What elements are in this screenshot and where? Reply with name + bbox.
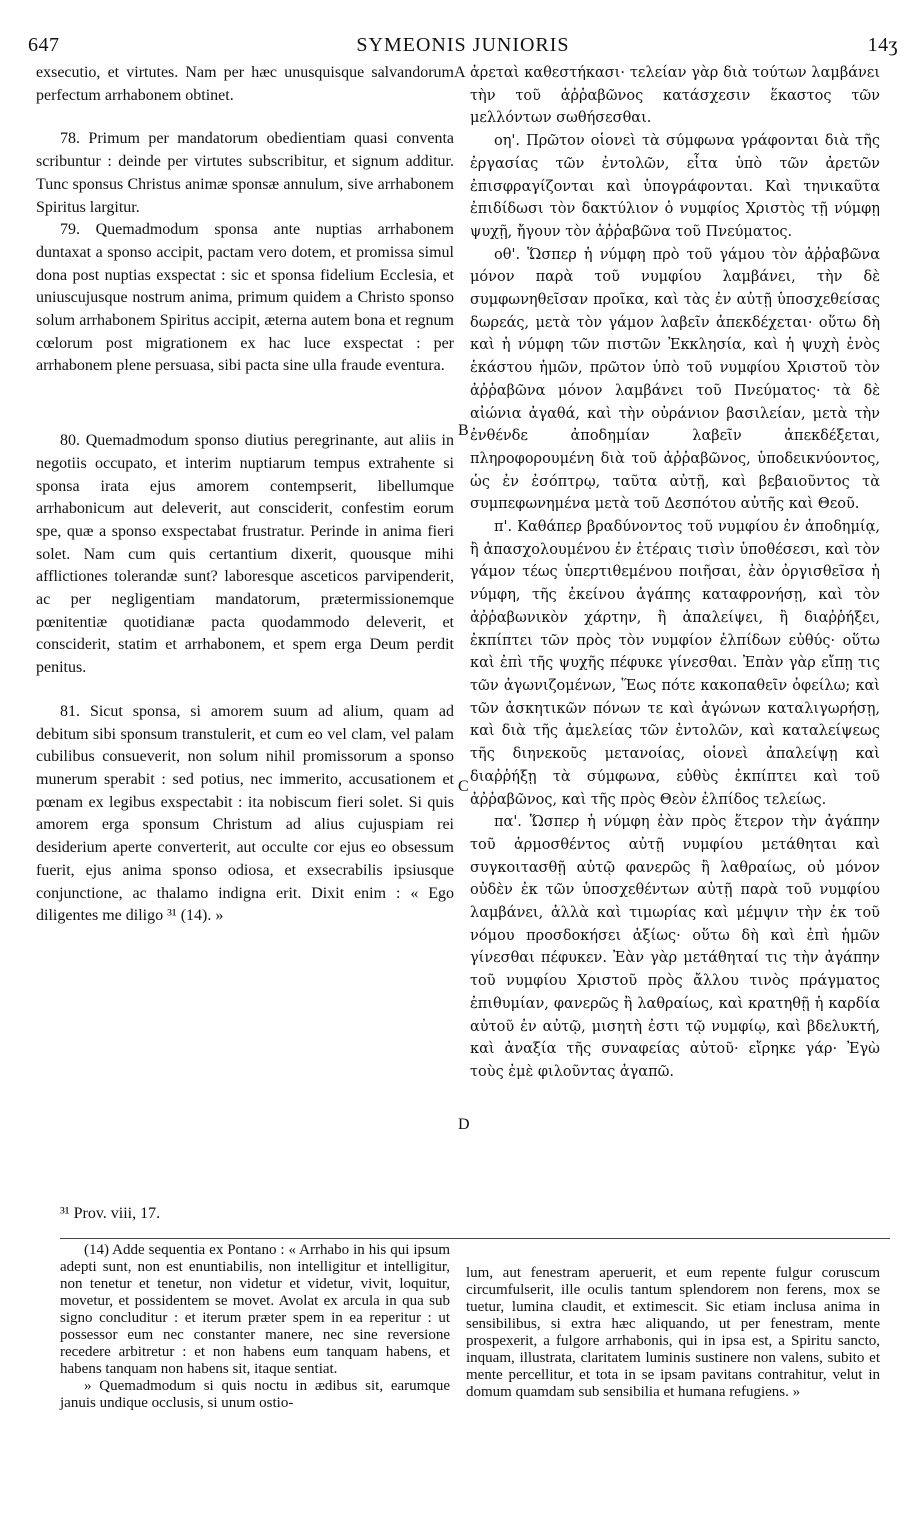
margin-marker-b: B: [458, 422, 469, 439]
page-header: [28, 34, 898, 62]
note-paragraph: (14) Adde sequentia ex Pontano : « Arrhabo in his qui ipsum adepti sunt, non est enuntiabilis, non intelligitur et intelligitur, non tenetur et tenetur, non videtur et videtur, vivit, loquitur, movetur, et possidentem se movet. Avolat ex arcula in qua sub signo concluditur : et iterum præter spem in ea reperitur : ut possessor eum nec constanter manere, nec sine reversione recedere arbitretur : et non habens eum tanquam habens, et habens tanquam non habens sit, itaque sentiat.: [60, 1242, 450, 1377]
note-paragraph: » Quemadmodum si quis noctu in ædibus sit, earumque januis undique occlusis, si unum ostio-: [60, 1378, 450, 1411]
latin-paragraph-80: 80. Quemadmodum sponso diutius peregrinante, aut aliis in negotiis occupato, et interim nuptiarum tempus extrahente si sponsa irata ejus amorem contempserit, libellumque arrhabonicum aut deleverit, aut consciderit, confestim eorum spe, quæ a sponso exspectabat frustratur. Perinde in anima fieri solet. Nam cum quis certantium dixerit, quousque mihi afflictiones tolerandæ sunt? laboresque asceticos parvipenderit, ac per negligentiam mandatorum, prætermissionemque pœnitentiæ quotidianæ pacta quodammodo deleverit, et consciderit, statim et arrhabonem, et spem erga Deum perdit penitus.: [36, 432, 454, 677]
latin-paragraph-79: 79. Quemadmodum sponsa ante nuptias arrhabonem duntaxat a sponso accipit, pactam vero dotem, et promissa simul dona post nuptias exspectat : sic et sponsa fidelium Ecclesia, et uniuscujusque nostrum anima, primum quidem a Christo sponso solum arrhabonem Spiritus accipit, æterna autem bona et regnum cœlorum post migrationem ex hac luce exspectat : per arrhabonem plene persuasa, sibi pacta sine ulla fraude eventura.: [36, 221, 454, 375]
note-right-column: [466, 1265, 880, 1401]
margin-marker-c: C: [458, 778, 469, 795]
margin-marker-d: D: [458, 1116, 470, 1133]
latin-paragraph-78: 78. Primum per mandatorum obedientiam quasi conventa scribuntur : deinde per virtutes subscribitur, et signum additur. Tunc sponsus Christus animæ sponsæ annulum, sive arrhabonem Spiritus largitur.: [36, 130, 454, 216]
latin-paragraph-81: 81. Sicut sponsa, si amorem suum ad alium, quam ad debitum sibi sponsum transtulerit, et cum eo vel clam, vel palam cubilibus consueverit, non solum nihil promissorum a sponso munerum sperabit : sed potius, nec immerito, accusationem et pœnam ex legibus exspectabit : ita nobiscum fieri solet. Si quis amorem erga sponsum Christum ad alius cujuspiam rei desiderium aperte converterit, aut occulte cor ejus eo obsessum fuerit, ejus anima sponso odiosa, et exsecrabilis ipsiusque conjunctione, ac thalamo indigna erit. Dixit enim : « Ego diligentes me diligo ³¹ (14). »: [36, 702, 454, 925]
latin-column: [36, 62, 454, 928]
greek-paragraph-80: π'. Καθάπερ βραδύνοντος τοῦ νυμφίου ἐν ἀποδημίᾳ, ἢ ἀπασχολουμένου ἐν ἑτέραις τισὶν ὑποθέσεσι, καὶ τὸν γάμον τέως ὑπερτιθεμένου ποιῆσαι, ἐὰν ὀργισθεῖσα ἡ νύμφη, τῆς ἐκείνου ἀγάπης καταφρονήσῃ, καὶ τὸν ἀῤῥαβωνικὸν χάρτην, ἢ ἀπαλείψει, ἢ διαῤῥήξει, ἐκπίπτει τῶν πρὸς τὸν νυμφίον ἐλπίδων εὐθύς· οὕτω καὶ ἐπὶ τῆς ψυχῆς πέφυκε γίνεσθαι. Ἐπὰν γὰρ εἴπῃ τις τῶν ἀγωνιζομένων, Ἕως πότε κακοπαθεῖν ὀφείλω; καὶ τῶν ἀσκητικῶν πόνων τε καὶ ἀγώνων καταλιγωρήσῃ, καὶ διὰ τῆς ἀμελείας τῶν ἐντολῶν, καὶ καταλείψεως τῆς διηνεκοῦς μετανοίας, οἱονεὶ ἀπαλείψῃ καὶ διαῤῥήξῃ τὰ σύμφωνα, εὐθὺς ἐκπίπτει καὶ τοῦ ἀῤῥαβῶνος, καὶ τῆς πρὸς Θεὸν ἐλπίδος τελείως.: [470, 519, 880, 808]
greek-paragraph-81: πα'. Ὥσπερ ἡ νύμφη ἐὰν πρὸς ἕτερον τὴν ἀγάπην τοῦ ἁρμοσθέντος αὐτῇ νυμφίου μετάθηται καὶ συγκοιτασθῇ αὐτῷ φανερῶς ἢ λαθραίως, οὐ μόνον οὐδὲν ἐκ τῶν ὑποσχεθέντων αὐτῇ παρὰ τοῦ νυμφίου λαμβάνει, ἀλλὰ καὶ τιμωρίας καὶ μέμψιν τὴν ἐκ τοῦ νόμου προσδοκήσει ἀξίως· οὕτω δὴ καὶ ἐπὶ ἡμῶν γίνεσθαι πέφυκεν. Ἐὰν γὰρ μετάθηταί τις τὴν ἀγάπην τοῦ νυμφίου Χριστοῦ πρὸς ἄλλου τινὸς πράγματος ἐπιθυμίαν, φανερῶς ἢ λαθραίως, καὶ κρατηθῇ ἡ καρδία αὐτοῦ ἐν αὐτῷ, μισητὴ ἐστι τῷ νυμφίῳ, καὶ βδελυκτή, καὶ ἀναξία τῆς συναφείας αὐτοῦ· εἴρηκε γάρ· Ἐγὼ τοὺς ἐμὲ φιλοῦντας ἀγαπῶ.: [470, 814, 880, 1080]
greek-paragraph-78: οη'. Πρῶτον οἱονεὶ τὰ σύμφωνα γράφονται διὰ τῆς ἐργασίας τῶν ἐντολῶν, εἶτα ὑπὸ τῶν ἀρετῶν ἐπισφραγίζονται καὶ ὑπογράφονται. Καὶ τηνικαῦτα ἐπιδίδωσι τὸν δακτύλιον ὁ νυμφίος Χριστὸς τῇ νύμφῃ ψυχῇ, ἤγουν τὸν ἀῤῥαβῶνα τοῦ Πνεύματος.: [470, 133, 880, 240]
note-left-column: [60, 1242, 450, 1412]
greek-column: [470, 62, 880, 1084]
page-number-right: 14ʒ: [867, 34, 898, 56]
margin-marker-a: A: [454, 64, 466, 81]
page-number-left: 647: [28, 34, 60, 56]
latin-paragraph: exsecutio, et virtutes. Nam per hæc unusquisque salvandorum perfectum arrhabonem obtinet.: [36, 64, 454, 104]
footnote-reference: ³¹ Prov. viii, 17.: [60, 1205, 161, 1222]
greek-paragraph-79: οθ'. Ὥσπερ ἡ νύμφη πρὸ τοῦ γάμου τὸν ἀῤῥαβῶνα μόνον παρὰ τοῦ νυμφίου λαμβάνει, τὴν δὲ συμφωνηθεῖσαν προῖκα, καὶ τὰς ἐν αὐτῇ ὑποσχεθείσας δωρεάς, μετὰ τὸν γάμον λαβεῖν ἀπεκδέχεται· οὕτω δὴ καὶ ἡ νύμφη τῶν πιστῶν Ἐκκλησία, καὶ ἡ ψυχὴ ἑνὸς ἑκάστου ἡμῶν, πρῶτον ὑπὸ τοῦ νυμφίου Χριστοῦ τὸν ἀῤῥαβῶνα μόνον λαμβάνει τοῦ Πνεύματος· τὰ δὲ αἰώνια ἀγαθά, καὶ τὴν οὐράνιον βασιλείαν, μετὰ τὴν ἐνθένδε ἀποδημίαν λαβεῖν ἀπεκδέξεται, πληροφορουμένη διὰ τοῦ ἀῤῥαβῶνος, ὑποδεικνύοντος, ὡς ἐν ἐσόπτρῳ, ταῦτα αὐτῇ, καὶ βεβαιοῦντος τὰ συμπεφωνημένα μετὰ τοῦ Δεσπότου αὐτῆς καὶ Θεοῦ.: [470, 246, 880, 513]
notes-divider: [60, 1238, 890, 1239]
note-paragraph-continued: lum, aut fenestram aperuerit, et eum repente fulgur coruscum circumfulserit, ille oculis tantum splendorem non ferens, mox se tuetur, lumina claudit, et extimescit. Sic etiam inclusa anima in sensibilibus, si extra hæc aliquando, ut per fenestram, mente prospexerit, a fulgore arrhabonis, qui in ipsa est, a Spiritu sancto, inquam, illustrata, claritatem luminis sustinere non valens, subito et mente percellitur, et tota in se ipsam pavitans contrahitur, velut in domum quamdam sub sensibilia et humana refugiens. »: [466, 1265, 880, 1400]
running-title: SYMEONIS JUNIORIS: [356, 34, 570, 56]
greek-paragraph: ἀρεταὶ καθεστήκασι· τελείαν γὰρ διὰ τούτων λαμβάνει τὴν τοῦ ἀῤῥαβῶνος κατάσχεσιν ἕκαστος τῶν μελλόντων σωθήσεσθαι.: [470, 65, 880, 127]
